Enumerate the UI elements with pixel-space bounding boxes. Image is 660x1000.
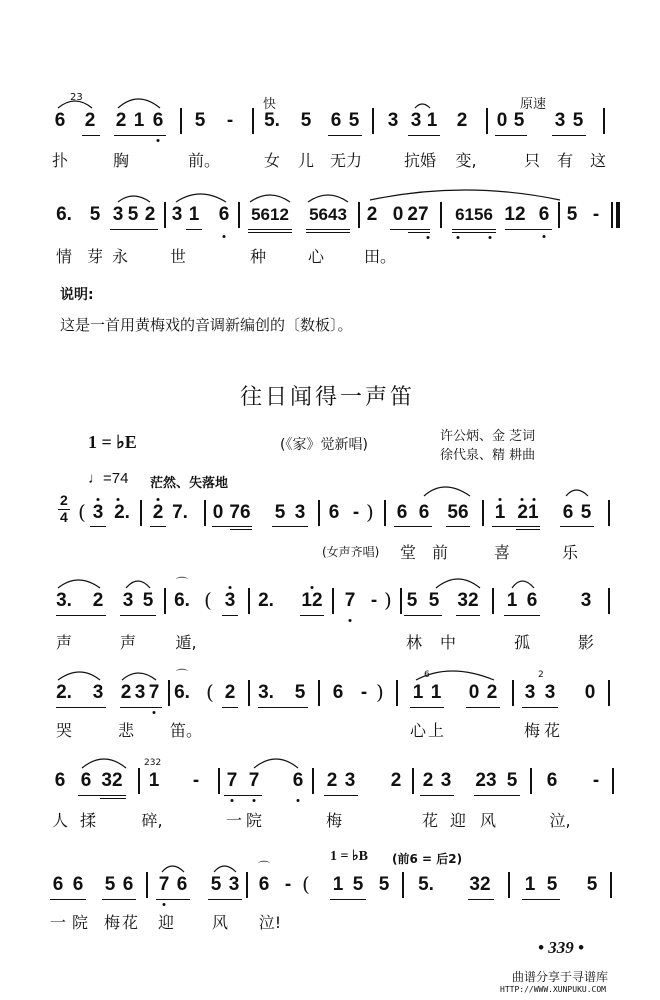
beam [560, 526, 594, 527]
beam [56, 707, 106, 708]
note: 3. [56, 590, 72, 611]
note: 2 [486, 682, 498, 703]
composer-credit: 徐代泉、精 耕曲 [440, 448, 536, 463]
note: 2 [84, 110, 96, 131]
modulation-key: 1 = ♭B [330, 849, 368, 864]
beam [456, 615, 480, 616]
note: 5 [194, 110, 206, 131]
lyric: 花 [421, 811, 439, 830]
beam [552, 135, 586, 136]
note: 6 [526, 590, 538, 611]
fermata: ⌒ [258, 860, 271, 874]
note: 5 [406, 590, 418, 611]
beam [248, 232, 292, 233]
note: 3 [410, 110, 422, 131]
beam [474, 795, 520, 796]
lyric: 揉 [79, 811, 97, 830]
note: 5 [513, 110, 525, 131]
tempo-mark-fast: 快 [263, 97, 277, 112]
note: 6 [218, 204, 230, 225]
note: 3. [258, 682, 274, 703]
note: 5 [127, 204, 139, 225]
tempo-mark-original: 原速 [520, 97, 547, 112]
beam [420, 795, 454, 796]
note: 2. [114, 502, 130, 523]
dash: - [192, 770, 200, 791]
beam [495, 135, 527, 136]
note: 5 [89, 204, 101, 225]
beam [404, 615, 442, 616]
paren-open: ( [206, 680, 214, 704]
lyric: 乐 [561, 543, 579, 562]
beam [82, 135, 100, 136]
dash: - [226, 110, 234, 131]
explanation-text: 这是一首用黄梅戏的音调新编创的〔数板〕。 [60, 316, 353, 334]
lyric: 风 [211, 913, 229, 932]
slurs-song-row-1 [0, 478, 660, 518]
beam [516, 529, 540, 530]
note: 2 [120, 682, 132, 703]
note: 6 [54, 110, 66, 131]
note: 3 [112, 204, 124, 225]
lyric: 林 [405, 633, 423, 652]
dash: - [592, 770, 600, 791]
beam [328, 135, 362, 136]
note: 5 [210, 874, 222, 895]
note: 6 [396, 502, 408, 523]
key-signature: 1 = ♭E [88, 432, 137, 452]
note: 7. [172, 502, 188, 523]
octave-dot [223, 235, 226, 238]
lyric: 碎, [141, 811, 163, 830]
beam [120, 615, 156, 616]
note: 3 [580, 590, 592, 611]
note: 5 [506, 770, 518, 791]
note: 5 [294, 682, 306, 703]
note: 6 [72, 874, 84, 895]
slurs-song-row-5 [0, 854, 660, 894]
beam [452, 232, 496, 233]
note: 6 [176, 874, 188, 895]
lyric: 中 [439, 633, 457, 652]
dash: - [592, 204, 600, 225]
beam [394, 526, 432, 527]
note: 5. [264, 110, 280, 131]
dash: - [352, 502, 360, 523]
lyric: 扑 [51, 151, 69, 170]
beam [300, 615, 324, 616]
note: 5 [274, 502, 286, 523]
lyric: 风 [479, 811, 497, 830]
note: 3 [544, 682, 556, 703]
note: 6 [562, 502, 574, 523]
octave-dot [349, 619, 352, 622]
octave-dot [231, 799, 234, 802]
beam [208, 899, 242, 900]
octave-dot [297, 799, 300, 802]
beam [410, 707, 444, 708]
lyric: 孤 [513, 633, 531, 652]
lyric: 上 [427, 721, 445, 740]
note: 5 [104, 874, 116, 895]
lyric: 有 [556, 151, 574, 170]
beam [306, 232, 350, 233]
lyric: 花 [121, 913, 139, 932]
note: 6 [292, 770, 304, 791]
lyric: 花 [543, 721, 561, 740]
beam [466, 707, 500, 708]
note: 23 [475, 770, 497, 791]
slurs-song-row-4 [0, 750, 660, 790]
lyric: 抗婚 [403, 151, 437, 170]
note: 1 [133, 110, 145, 131]
note: 6 [52, 874, 64, 895]
note: 3 [228, 874, 240, 895]
tempo-marking: ♩=74 [88, 470, 129, 487]
note: 1 [506, 590, 518, 611]
explanation-label: 说明: [60, 287, 94, 303]
note: 5643 [309, 205, 347, 224]
note: 3 [554, 110, 566, 131]
note: 76 [229, 502, 251, 523]
beam [446, 526, 470, 527]
beam [258, 707, 308, 708]
paren-open: ( [302, 872, 310, 896]
lyric: 院 [245, 811, 263, 830]
note: 6 [80, 770, 92, 791]
time-signature-bottom: 4 [60, 509, 68, 525]
note: 6 [54, 770, 66, 791]
lyric: 前 [431, 543, 449, 562]
note: 6. [174, 682, 190, 703]
beam [114, 135, 166, 136]
beam [272, 526, 308, 527]
note: 1 [430, 682, 442, 703]
song-title: 往日闻得一声笛 [240, 385, 416, 410]
lyric: 梅 [103, 913, 121, 932]
modulation-note: (前6 = 后2) [392, 852, 463, 866]
lyric: 一 [49, 913, 67, 932]
paren-close: ) [376, 680, 384, 704]
beam [50, 899, 86, 900]
note: 5 [546, 874, 558, 895]
note: 5612 [251, 205, 289, 224]
lyric: 前。 [187, 151, 221, 170]
female-chorus-label: (女声齐唱) [322, 545, 380, 559]
lyric: 这 [589, 151, 607, 170]
note: 12 [301, 590, 323, 611]
note: 5 [142, 590, 154, 611]
note: 6 [328, 502, 340, 523]
note: 1 [524, 874, 536, 895]
lyric: 变, [455, 151, 477, 170]
page-number: • 339 • [538, 938, 584, 957]
beam [100, 798, 126, 799]
note: 5 [428, 590, 440, 611]
note: 2 [422, 770, 434, 791]
lyric: 心 [307, 247, 325, 266]
note: 7 [344, 590, 356, 611]
slurs-row-1 [0, 92, 660, 132]
lyric: 心 [409, 721, 427, 740]
lyric: 胸 [112, 151, 130, 170]
lyric: 泣, [549, 811, 571, 830]
beam [224, 795, 262, 796]
note: 0 [212, 502, 224, 523]
note: 6 [332, 682, 344, 703]
note: 6 [546, 770, 558, 791]
lyric: 遁, [175, 633, 197, 652]
dash: - [360, 682, 368, 703]
beam [230, 529, 252, 530]
beam [408, 232, 430, 233]
beam [212, 526, 252, 527]
note: 6 [538, 204, 550, 225]
lyric: 泣! [258, 913, 282, 932]
beam [222, 707, 238, 708]
lyric: 人 [51, 811, 69, 830]
watermark-url: HTTP://WWW.XUNPUKU.COM [500, 985, 606, 994]
beam [330, 899, 366, 900]
lyric: 芽 [86, 247, 104, 266]
note: 1 [412, 682, 424, 703]
lyric: 迎 [157, 913, 175, 932]
note: 3 [122, 590, 134, 611]
note: 2. [258, 590, 274, 611]
lyric: 田。 [363, 247, 397, 266]
note: 6 [418, 502, 430, 523]
note: 0 [584, 682, 596, 703]
dash: - [284, 874, 292, 895]
beam [522, 899, 560, 900]
beam [248, 229, 292, 230]
grace-note: 6 [424, 670, 430, 680]
beam [56, 615, 106, 616]
song-source: (《家》觉新唱) [280, 437, 368, 453]
note: 2 [456, 110, 468, 131]
note: 3 [171, 204, 183, 225]
octave-dot [489, 236, 492, 239]
beam [306, 229, 350, 230]
note: 5 [300, 110, 312, 131]
note: 5 [586, 874, 598, 895]
slurs-song-row-2 [0, 570, 660, 610]
note: 2 [92, 590, 104, 611]
lyric: 梅 [523, 721, 541, 740]
beam [90, 526, 106, 527]
note: 5 [378, 874, 390, 895]
note: 6 [258, 874, 270, 895]
lyric: 声 [55, 633, 73, 652]
note: 5 [580, 502, 592, 523]
fermata: ⌒ [176, 668, 189, 682]
octave-dot [163, 903, 166, 906]
beam [324, 795, 358, 796]
beam [492, 526, 540, 527]
note: 3 [92, 502, 104, 523]
octave-dot [157, 139, 160, 142]
note: 12 [504, 204, 526, 225]
grace-note: 23 [70, 92, 83, 103]
note: 6156 [455, 205, 493, 224]
note: 5 [566, 204, 578, 225]
note: 32 [469, 874, 491, 895]
note: 2. [56, 682, 72, 703]
lyricist-credit: 许公炳、金 芝词 [440, 429, 536, 444]
note: 7 [148, 682, 160, 703]
beam [468, 899, 494, 900]
note: 0 [496, 110, 508, 131]
note: 6. [174, 590, 190, 611]
note: 5. [418, 874, 434, 895]
grace-note: 2 [538, 670, 544, 680]
note: 0 [392, 204, 404, 225]
beam [408, 135, 440, 136]
fermata: ⌒ [176, 576, 189, 590]
note: 1 [426, 110, 438, 131]
lyric: 喜 [493, 543, 511, 562]
note: 3 [92, 682, 104, 703]
note: 2 [366, 204, 378, 225]
note: 6 [152, 110, 164, 131]
note: 3 [344, 770, 356, 791]
octave-dot [427, 236, 430, 239]
time-signature-top: 2 [60, 492, 68, 508]
beam [222, 615, 238, 616]
beam [452, 229, 496, 230]
lyric: 世 [169, 247, 187, 266]
octave-dot [253, 799, 256, 802]
note: 2 [152, 502, 164, 523]
paren-close: ) [366, 500, 374, 524]
beam [150, 526, 166, 527]
beam [78, 795, 126, 796]
lyric: 一 [225, 811, 243, 830]
note: 2 [326, 770, 338, 791]
octave-dot [543, 235, 546, 238]
note: 0 [468, 682, 480, 703]
note: 1 [148, 770, 160, 791]
note: 2 [224, 682, 236, 703]
note: 3 [387, 110, 399, 131]
note: 1 [494, 502, 506, 523]
lyric: 梅 [325, 811, 343, 830]
note: 6 [122, 874, 134, 895]
note: 21 [517, 502, 539, 523]
lyric: 迎 [449, 811, 467, 830]
lyric: 笛。 [169, 721, 203, 740]
lyric: 无力 [329, 151, 363, 170]
slurs-song-row-3 [0, 662, 660, 702]
note: 6. [56, 204, 72, 225]
paren-open: ( [204, 588, 212, 612]
note: 3 [224, 590, 236, 611]
beam [505, 229, 552, 230]
note: 32 [101, 770, 123, 791]
lyric: 儿 [297, 151, 315, 170]
paren-open: ( [78, 500, 86, 524]
note: 3 [440, 770, 452, 791]
expression-marking: 茫然、失落地 [150, 476, 229, 491]
beam [390, 229, 430, 230]
beam [156, 899, 190, 900]
note: 3 [134, 682, 146, 703]
lyric: 声 [119, 633, 137, 652]
note: 2 [390, 770, 402, 791]
lyric: 种 [249, 247, 267, 266]
grace-note: 232 [144, 758, 162, 768]
note: 56 [447, 502, 469, 523]
paren-close: ) [384, 588, 392, 612]
beam [186, 229, 202, 230]
lyric: 情 [55, 247, 73, 266]
lyric: 堂 [399, 543, 417, 562]
beam [120, 707, 162, 708]
note: 3 [524, 682, 536, 703]
lyric: 只 [523, 151, 541, 170]
octave-dot [153, 711, 156, 714]
note: 27 [407, 204, 429, 225]
dash: - [370, 590, 378, 611]
note: 1 [332, 874, 344, 895]
note: 7 [226, 770, 238, 791]
lyric: 哭 [55, 721, 73, 740]
note: 6 [330, 110, 342, 131]
beam [522, 707, 558, 708]
lyric: 影 [577, 633, 595, 652]
lyric: 悲 [117, 721, 135, 740]
beam [110, 229, 158, 230]
note: 5 [348, 110, 360, 131]
slurs-row-2 [0, 186, 660, 226]
watermark-text: 曲谱分享于寻谱库 [512, 970, 609, 984]
note: 2 [115, 110, 127, 131]
note: 7 [158, 874, 170, 895]
lyric: 女 [263, 151, 281, 170]
note: 2 [144, 204, 156, 225]
lyric: 院 [71, 913, 89, 932]
lyric: 永 [111, 247, 129, 266]
beam [102, 899, 136, 900]
note: 1 [188, 204, 200, 225]
note: 3 [294, 502, 306, 523]
note: 32 [457, 590, 479, 611]
octave-dot [457, 236, 460, 239]
note: 7 [248, 770, 260, 791]
note: 5 [352, 874, 364, 895]
note: 5 [572, 110, 584, 131]
beam [504, 615, 540, 616]
